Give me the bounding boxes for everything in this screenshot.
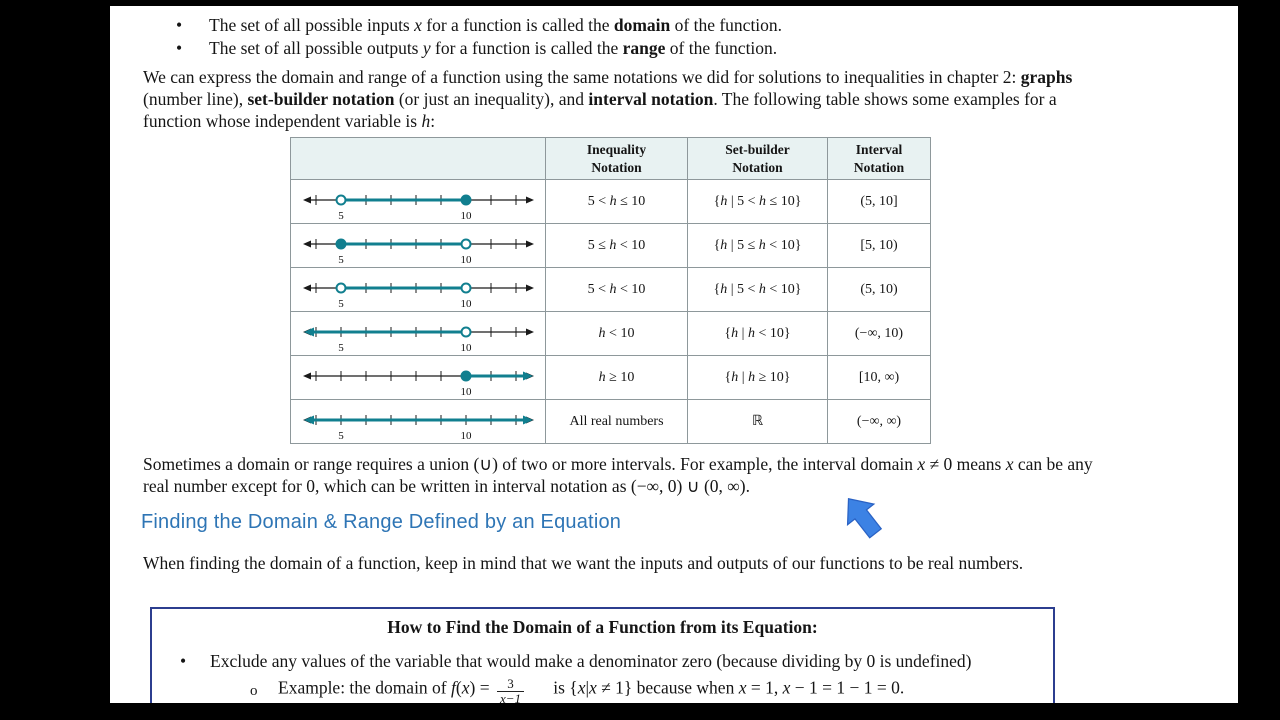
definition-text: The set of all possible outputs y for a function is called the range of the function. [209, 38, 778, 59]
number-line-cell [291, 356, 546, 400]
number-line-graph [301, 313, 536, 355]
tick-label: 10 [460, 429, 471, 442]
open-endpoint [336, 283, 345, 292]
document-page [110, 6, 1238, 703]
closed-endpoint [461, 195, 470, 204]
definition-text: The set of all possible inputs x for a function is called the domain of the function. [209, 15, 783, 35]
tick-label: 5 [337, 209, 344, 222]
how-to-box [150, 607, 1055, 703]
number-line-graph [301, 357, 536, 399]
table-row [291, 180, 931, 224]
open-endpoint [461, 239, 470, 248]
union-paragraph: Sometimes a domain or range requires a union (∪) of two or more intervals. For example, the interval domain x ≠ 0 means x can be any real number except for 0, which can be written in interval notation as (−∞, 0) ∪ (0, ∞). [143, 454, 1093, 497]
intro-paragraph: We can express the domain and range of a function using the same notations we did for solutions to inequalities in chapter 2: graphs (number line), set-builder notation (or just an inequality), and interval notation. The following table shows some examples for a function whose independent variable is h: [143, 67, 1073, 132]
box-example-text: Example: the domain of f(x) = $\frac{3}{x-1}$ is {x|x ≠ 1} because when x = 1, x − 1 = 1 − 1 = 0. [278, 677, 904, 703]
bullet-icon: • [176, 38, 183, 59]
table-row [291, 312, 931, 356]
tick-label: 5 [337, 341, 344, 354]
interval-cell: (5, 10] [828, 180, 931, 224]
interval-cell: (−∞, ∞) [828, 400, 931, 444]
table-row [291, 224, 931, 268]
tick-label: 10 [460, 341, 471, 354]
number-line-graph [301, 225, 536, 267]
inequality-cell: 5 < h ≤ 10 [546, 180, 688, 224]
number-line-cell [291, 180, 546, 224]
box-bullet-text: Exclude any values of the variable that would make a denominator zero (because dividing by 0 is undefined) [210, 651, 972, 671]
number-line-cell [291, 400, 546, 444]
set-builder-cell: {h | h ≥ 10} [688, 356, 828, 400]
table-body [291, 180, 931, 444]
box-sub-bullet [166, 677, 1039, 703]
fraction: $\frac{3}{x-1}$ [497, 677, 524, 703]
interval-cell: [5, 10) [828, 224, 931, 268]
tick-label: 5 [337, 429, 344, 442]
list-item [176, 37, 1156, 59]
circle-bullet-icon: o [250, 682, 258, 699]
table-head-row [291, 138, 931, 180]
box-bullet [166, 651, 1039, 672]
set-builder-cell: {h | 5 < h ≤ 10} [688, 180, 828, 224]
tick-label: 5 [337, 297, 344, 310]
tick-label: 5 [337, 253, 344, 266]
number-line-cell [291, 268, 546, 312]
tick-label: 10 [460, 209, 471, 222]
bullet-icon: • [180, 651, 187, 671]
closed-endpoint [461, 371, 470, 380]
section-heading: Finding the Domain & Range Defined by an Equation [141, 511, 622, 533]
tick-label: 10 [460, 253, 471, 266]
inequality-cell: 5 ≤ h < 10 [546, 224, 688, 268]
set-builder-cell: {h | h < 10} [688, 312, 828, 356]
inequality-cell: All real numbers [546, 400, 688, 444]
closed-endpoint [336, 239, 345, 248]
open-endpoint [461, 283, 470, 292]
table-row [291, 356, 931, 400]
domain-paragraph: When finding the domain of a function, keep in mind that we want the inputs and outputs of our functions to be real numbers. [143, 553, 1024, 573]
open-endpoint [461, 327, 470, 336]
blue-arrow-icon [837, 491, 887, 541]
number-line-graph [301, 269, 536, 311]
column-header: Set-builder Notation [688, 138, 828, 180]
table-row [291, 400, 931, 444]
tick-label: 10 [460, 297, 471, 310]
open-endpoint [336, 195, 345, 204]
interval-cell: (−∞, 10) [828, 312, 931, 356]
bullet-icon: • [176, 15, 183, 35]
number-line-graph [301, 181, 536, 223]
set-builder-cell: {h | 5 ≤ h < 10} [688, 224, 828, 268]
inequality-cell: h < 10 [546, 312, 688, 356]
inequality-cell: h ≥ 10 [546, 356, 688, 400]
inequality-cell: 5 < h < 10 [546, 268, 688, 312]
number-line-graph [301, 401, 536, 443]
table-row [291, 268, 931, 312]
column-header [291, 138, 546, 180]
list-item [176, 14, 1156, 36]
notation-table [290, 137, 931, 444]
definition-list [176, 13, 1156, 61]
column-header: Inequality Notation [546, 138, 688, 180]
set-builder-cell: {h | 5 < h < 10} [688, 268, 828, 312]
number-line-cell [291, 224, 546, 268]
number-line-cell [291, 312, 546, 356]
set-builder-cell: ℝ [688, 400, 828, 444]
interval-cell: [10, ∞) [828, 356, 931, 400]
column-header: Interval Notation [828, 138, 931, 180]
interval-cell: (5, 10) [828, 268, 931, 312]
tick-label: 10 [460, 385, 471, 398]
box-title: How to Find the Domain of a Function from its Equation: [387, 617, 818, 637]
